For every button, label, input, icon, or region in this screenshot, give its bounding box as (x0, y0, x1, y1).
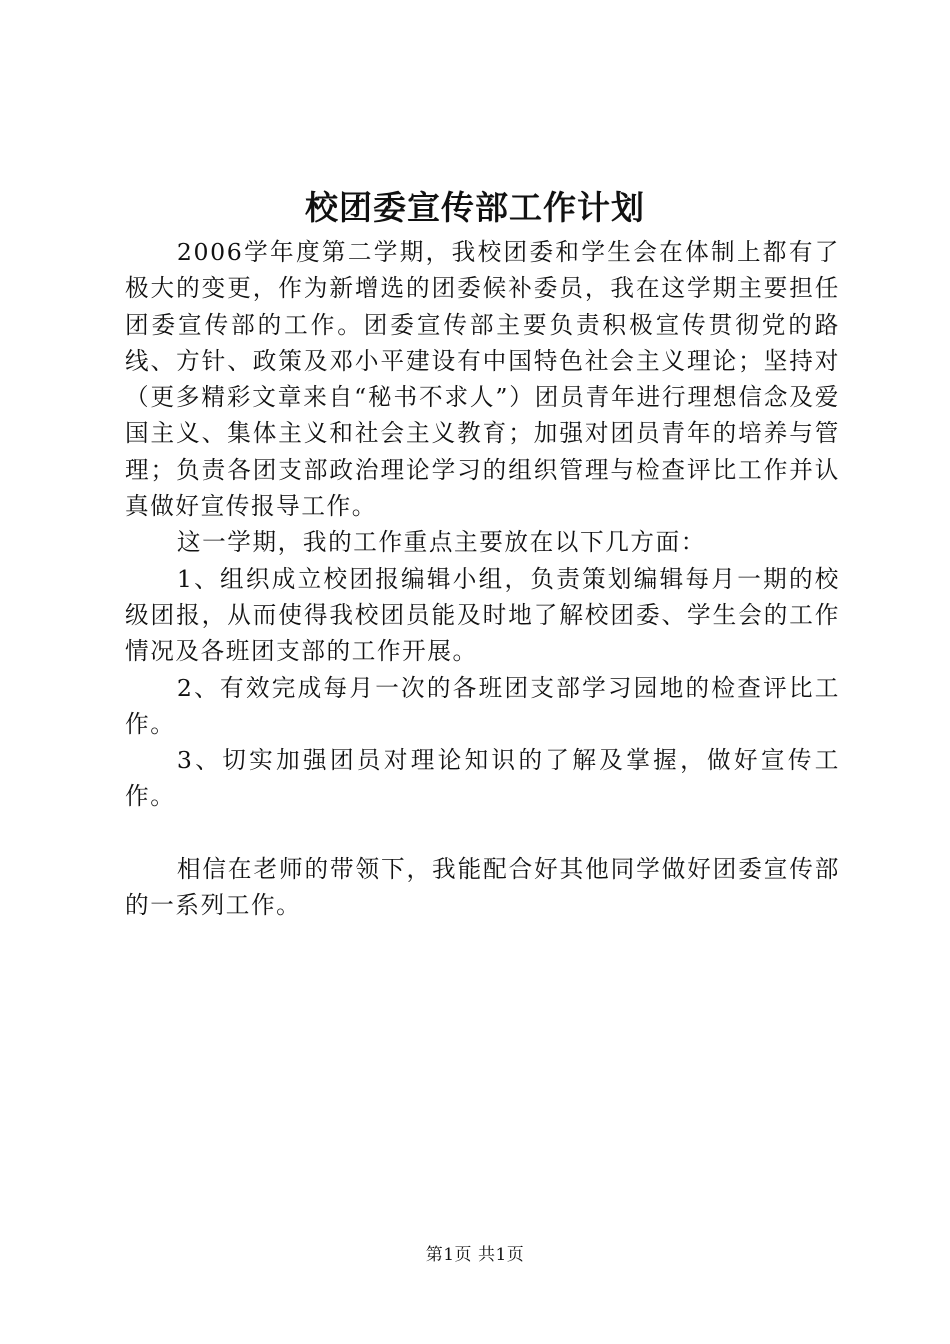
document-body (125, 234, 840, 924)
paragraph-item-2: 2、有效完成每月一次的各班团支部学习园地的检查评比工作。 (125, 673, 840, 738)
paragraph-focus-heading: 这一学期，我的工作重点主要放在以下几方面： (176, 528, 706, 557)
document-title: 校团委宣传部工作计划 (305, 188, 645, 227)
paragraph-intro: 2006学年度第二学期，我校团委和学生会在体制上都有了极大的变更，作为新增选的团委候补委员，我在这学期主要担任团委宣传部的工作。团委宣传部主要负责积极宣传贯彻党的路线、方针、政策及邓小平建设有中国特色社会主义理论；坚持对（更多精彩文章来自“秘书不求人”）团员青年进行理想信念及爱国主义、集体主义和社会主义教育；加强对团员青年的培养与管理；负责各团支部政治理论学习的组织管理与检查评比工作并认真做好宣传报导工作。 (125, 238, 840, 521)
paragraph-item-1: 1、组织成立校团报编辑小组，负责策划编辑每月一期的校级团报，从而使得我校团员能及时地了解校团委、学生会的工作情况及各班团支部的工作开展。 (125, 564, 840, 666)
paragraph-closing: 相信在老师的带领下，我能配合好其他同学做好团委宣传部的一系列工作。 (125, 855, 840, 920)
page-footer: 第1页 共1页 (425, 1245, 525, 1265)
paragraph-item-3: 3、切实加强团员对理论知识的了解及掌握，做好宣传工作。 (125, 746, 840, 811)
